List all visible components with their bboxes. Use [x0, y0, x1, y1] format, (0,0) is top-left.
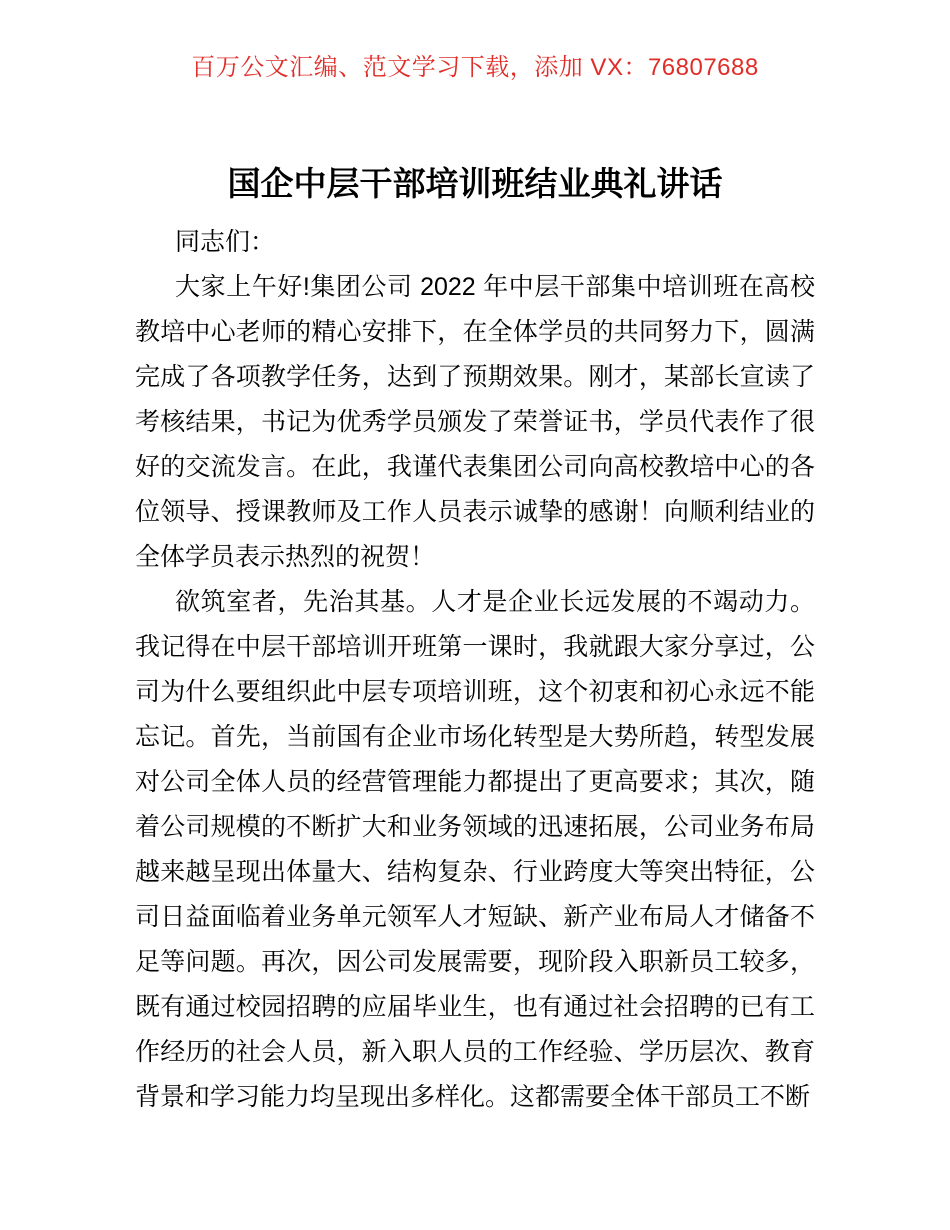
promo-header-text: 百万公文汇编、范文学习下载，添加 VX：76807688	[191, 54, 759, 81]
document-content	[135, 162, 815, 1120]
body-paragraph: 欲筑室者，先治其基。人才是企业长远发展的不竭动力。我记得在中层干部培训开班第一课时，我就跟大家分享过，公司为什么要组织此中层专项培训班，这个初衷和初心永远不能忘记。首先，当前国有企业市场化转型是大势所趋，转型发展对公司全体人员的经营管理能力都提出了更高要求；其次，随着公司规模的不断扩大和业务领域的迅速拓展，公司业务布局越来越呈现出体量大、结构复杂、行业跨度大等突出特征，公司日益面临着业务单元领军人才短缺、新产业布局人才储备不足等问题。再次，因公司发展需要，现阶段入职新员工较多，既有通过校园招聘的应届毕业生，也有通过社会招聘的已有工作经历的社会人员，新入职人员的工作经验、学历层次、教育背景和学习能力均呈现出多样化。这都需要全体干部员工不断	[135, 588, 815, 1111]
document-title: 国企中层干部培训班结业典礼讲话	[227, 165, 723, 202]
document-body	[135, 220, 815, 1120]
salutation-paragraph: 同志们：	[175, 228, 276, 256]
body-paragraph: 大家上午好!集团公司 2022 年中层干部集中培训班在高校教培中心老师的精心安排下，在全体学员的共同努力下，圆满完成了各项教学任务，达到了预期效果。刚才，某部长宣读了考核结果，书记为优秀学员颁发了荣誉证书，学员代表作了很好的交流发言。在此，我谨代表集团公司向高校教培中心的各位领导、授课教师及工作人员表示诚挚的感谢！向顺利结业的全体学员表示热烈的祝贺！	[135, 273, 815, 571]
